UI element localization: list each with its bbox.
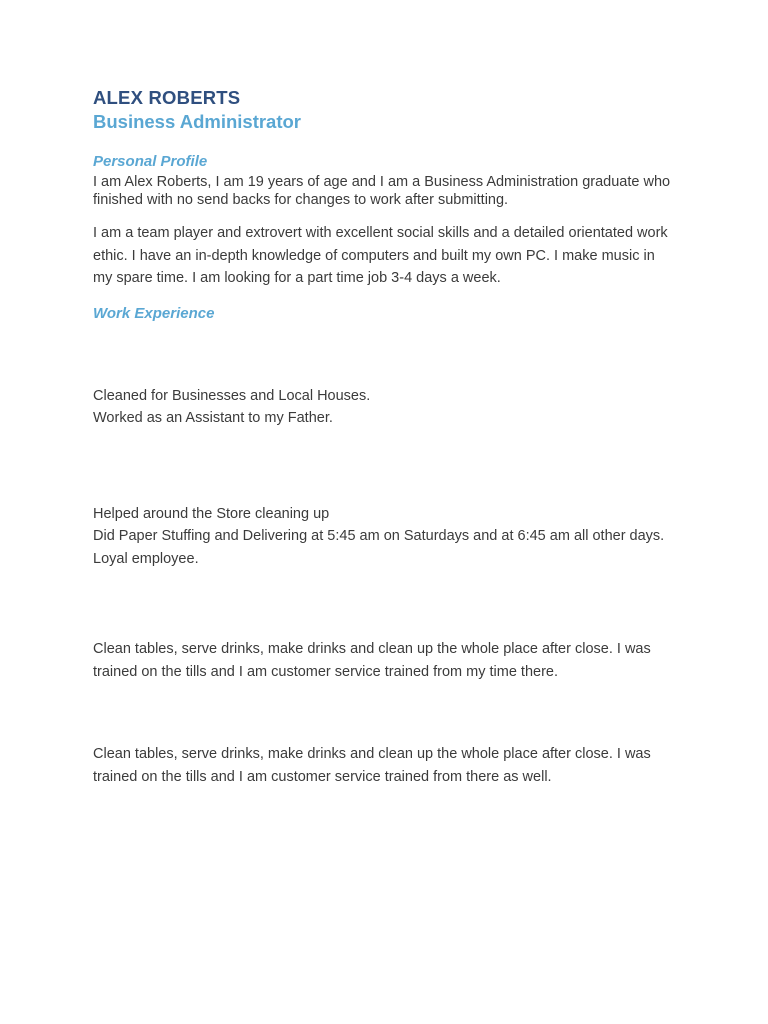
profile-paragraph-1: I am Alex Roberts, I am 19 years of age and I am a Business Administration graduate who finished with no send backs for changes to work after submitting. xyxy=(93,174,671,208)
candidate-name: ALEX ROBERTS xyxy=(93,87,241,108)
job-3-description: Clean tables, serve drinks, make drinks and clean up the whole place after close. I was trained on the tills and I am customer service trained from my time there. xyxy=(93,641,651,680)
job-1-line-2: Worked as an Assistant to my Father. xyxy=(93,410,333,426)
job-2-line-2: Did Paper Stuffing and Delivering at 5:45 am on Saturdays and at 6:45 am all other days. Loyal employee. xyxy=(93,528,665,567)
job-1-line-1: Cleaned for Businesses and Local Houses. xyxy=(93,388,371,404)
job-4-description: Clean tables, serve drinks, make drinks and clean up the whole place after close. I was trained on the tills and I am customer service trained from there as well. xyxy=(93,746,651,785)
work-experience-heading: Work Experience xyxy=(93,305,215,322)
candidate-title: Business Administrator xyxy=(93,111,301,132)
personal-profile-heading: Personal Profile xyxy=(93,153,208,170)
profile-paragraph-2: I am a team player and extrovert with excellent social skills and a detailed orientated work ethic. I have an in-depth knowledge of computers and built my own PC. I make music in my spare time. I am looking for a part time job 3-4 days a week. xyxy=(93,225,668,286)
job-2-line-1: Helped around the Store cleaning up xyxy=(93,506,330,522)
